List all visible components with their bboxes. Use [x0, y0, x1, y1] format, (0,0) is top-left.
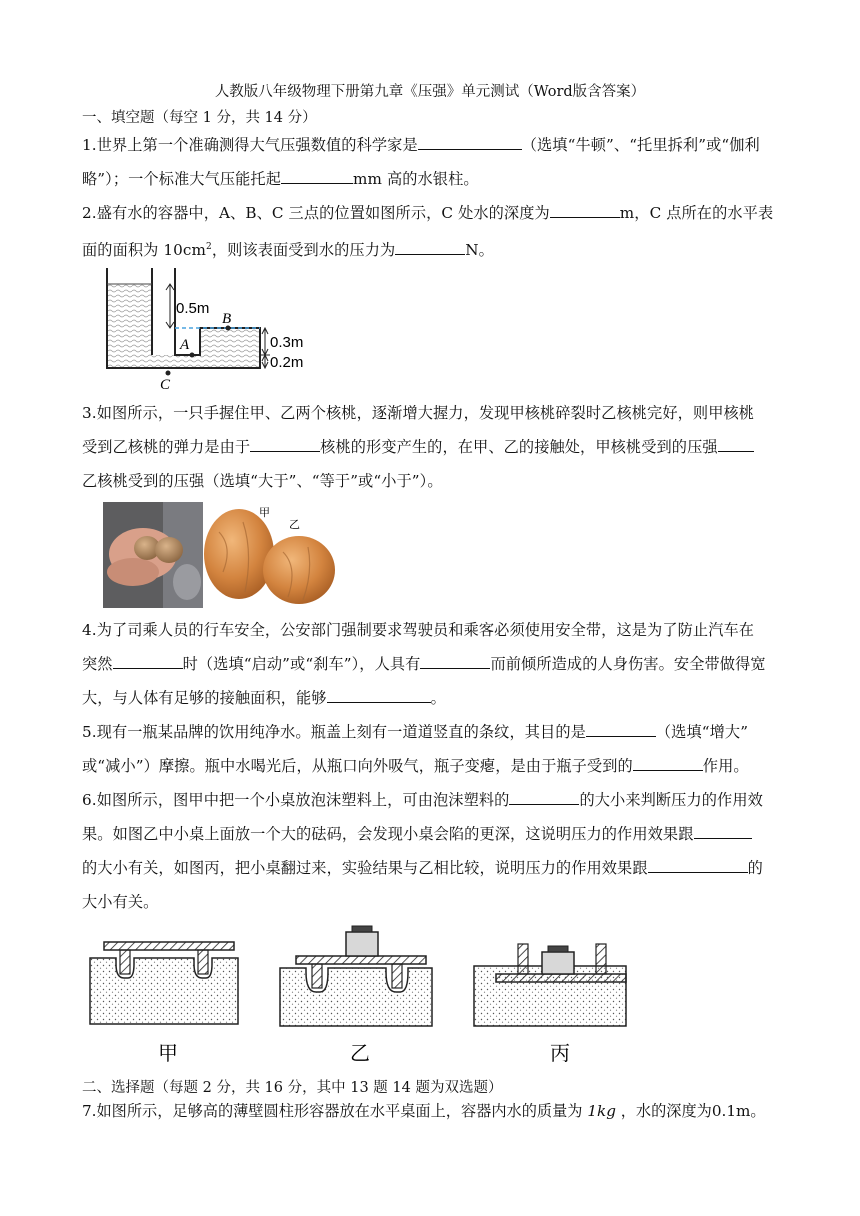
q3-blank-2[interactable] — [718, 433, 754, 452]
weight-yi — [346, 932, 378, 956]
document-title: 人教版八年级物理下册第九章《压强》单元测试（Word版含答案） — [214, 84, 646, 100]
q5-blank-2[interactable] — [633, 752, 703, 771]
cloth-pattern — [173, 564, 201, 600]
q4-text-e: 大，与人体有足够的接触面积，能够 — [82, 689, 327, 707]
q6-text-c: 果。如图乙中小桌上面放一个大的砝码，会发现小桌会陷的更深，这说明压力的作用效果跟 — [82, 825, 694, 843]
q1-blank-1[interactable] — [418, 131, 522, 150]
q7-text-b: ，水的深度为0.1m。 — [615, 1102, 766, 1120]
q6-text-d: 的大小有关，如图丙，把小桌翻过来，实验结果与乙相比较，说明压力的作用效果跟 — [82, 859, 648, 877]
weight-bing-knob — [548, 946, 568, 952]
q3-text-b: 受到乙核桃的弹力是由于 — [82, 438, 251, 456]
question-7 — [82, 1100, 782, 1121]
q2-text-a: 2.盛有水的容器中，A、B、C 三点的位置如图所示，C 处水的深度为 — [82, 204, 550, 222]
walnut-photo — [103, 502, 339, 608]
tabletop-bing — [496, 974, 626, 982]
q2-text-d: ，则该表面受到水的压力为 — [211, 241, 396, 260]
label-0-2m: 0.2m — [270, 354, 304, 371]
q6-blank-3[interactable] — [648, 854, 748, 873]
label-0-3m: 0.3m — [270, 334, 304, 351]
figure-label-yi: 乙 — [350, 1041, 370, 1065]
q4-text-a: 4.为了司乘人员的行车安全，公安部门强制要求驾驶员和乘客必须使用安全带，这是为了防止汽车在 — [82, 621, 755, 639]
table-leg-bing-right — [596, 944, 606, 974]
q1-text-a: 1.世界上第一个准确测得大气压强数值的科学家是 — [82, 136, 418, 154]
q2-superscript: 2 — [206, 242, 212, 252]
tabletop-yi — [296, 956, 426, 964]
q5-text-a: 5.现有一瓶某品牌的饮用纯净水。瓶盖上刻有一道道竖直的条纹，其目的是 — [82, 723, 586, 741]
q3-text-a: 3.如图所示，一只手握住甲、乙两个核桃，逐渐增大握力，发现甲核桃碎裂时乙核桃完好，则甲核桃 — [82, 404, 755, 422]
water-container-figure — [100, 268, 320, 392]
figure-jia-group — [90, 942, 238, 1065]
question-2 — [82, 196, 782, 267]
q2-text-c: 面的面积为 10cm — [82, 241, 206, 260]
q1-text-c: 略”）；一个标准大气压能托起 — [82, 170, 282, 188]
table-foam-figure — [84, 916, 664, 1066]
label-0-5m: 0.5m — [176, 300, 210, 317]
q4-blank-2[interactable] — [420, 650, 490, 669]
q4-blank-3[interactable] — [327, 684, 431, 703]
figure-label-jia: 甲 — [158, 1041, 178, 1065]
question-3 — [82, 396, 782, 498]
question-6 — [82, 783, 782, 919]
q4-text-c: 时（选填“启动”或“刹车”），人具有 — [182, 655, 421, 673]
foam-yi — [280, 968, 432, 1026]
figure-yi-group — [280, 926, 432, 1065]
walnut-label-jia: 甲 — [259, 506, 270, 519]
q6-text-b: 的大小来判断压力的作用效 — [579, 791, 763, 809]
foam-jia — [90, 958, 238, 1024]
figure-label-bing: 丙 — [550, 1041, 570, 1065]
table-leg-bing-left — [518, 944, 528, 974]
q7-mass-value: 1kg — [587, 1102, 616, 1120]
q3-blank-1[interactable] — [250, 433, 320, 452]
walnut-jia — [204, 509, 274, 599]
section-fill-blank-heading: 一、填空题（每空 1 分，共 14 分） — [82, 110, 317, 126]
q5-text-c: 或“减小”）摩擦。瓶中水喝光后，从瓶口向外吸气，瓶子变瘪，是由于瓶子受到的 — [82, 757, 633, 775]
q5-text-b: （选填“增大” — [655, 723, 749, 741]
label-a: A — [180, 337, 190, 353]
figure-bing-group — [474, 944, 626, 1065]
q7-text-a: 7.如图所示，足够高的薄壁圆柱形容器放在水平桌面上，容器内水的质量为 — [82, 1102, 588, 1120]
q1-text-b: （选填“牛顿”、“托里拆利”或“伽利 — [521, 136, 760, 154]
q6-text-f: 大小有关。 — [82, 893, 159, 911]
q4-text-d: 而前倾所造成的人身伤害。安全带做得宽 — [490, 655, 766, 673]
question-4 — [82, 613, 782, 715]
q3-text-d: 乙核桃受到的压强（选填“大于”、“等于”或“小于”）。 — [82, 472, 443, 490]
q4-text-b: 突然 — [82, 655, 113, 673]
walnut-yi — [263, 536, 335, 604]
q5-blank-1[interactable] — [586, 718, 656, 737]
point-c-dot — [166, 371, 171, 376]
weight-bing — [542, 952, 574, 974]
label-c: C — [160, 377, 171, 392]
point-a-dot — [190, 353, 195, 358]
walnut-in-hand-2 — [155, 537, 183, 563]
weight-yi-knob — [352, 926, 372, 932]
hand-fingers — [107, 558, 159, 586]
q2-text-e: N。 — [465, 241, 494, 260]
q6-text-e: 的 — [747, 859, 763, 877]
q1-text-d: mm 高的水银柱。 — [353, 170, 479, 188]
label-b: B — [222, 311, 232, 327]
question-1 — [82, 128, 782, 196]
q5-text-d: 作用。 — [702, 757, 749, 775]
tabletop-jia — [104, 942, 234, 950]
question-5 — [82, 715, 782, 783]
walnut-label-yi: 乙 — [289, 518, 300, 531]
q2-text-b: m，C 点所在的水平表 — [619, 204, 774, 222]
table-leg-yi-right — [392, 964, 402, 988]
q2-blank-1[interactable] — [550, 199, 620, 218]
table-leg-jia-right — [198, 950, 208, 974]
q1-blank-2[interactable] — [281, 165, 353, 184]
table-leg-yi-left — [312, 964, 322, 988]
q2-blank-2[interactable] — [395, 236, 465, 255]
q4-text-f: 。 — [430, 689, 446, 707]
table-leg-jia-left — [120, 950, 130, 974]
q6-text-a: 6.如图所示，图甲中把一个小桌放泡沫塑料上，可由泡沫塑料的 — [82, 791, 510, 809]
q6-blank-1[interactable] — [509, 786, 579, 805]
q3-text-c: 核桃的形变产生的，在甲、乙的接触处，甲核桃受到的压强 — [320, 438, 718, 456]
q4-blank-1[interactable] — [113, 650, 183, 669]
section-choice-heading: 二、选择题（每题 2 分，共 16 分，其中 13 题 14 题为双选题） — [82, 1080, 503, 1096]
q6-blank-2[interactable] — [694, 820, 752, 839]
